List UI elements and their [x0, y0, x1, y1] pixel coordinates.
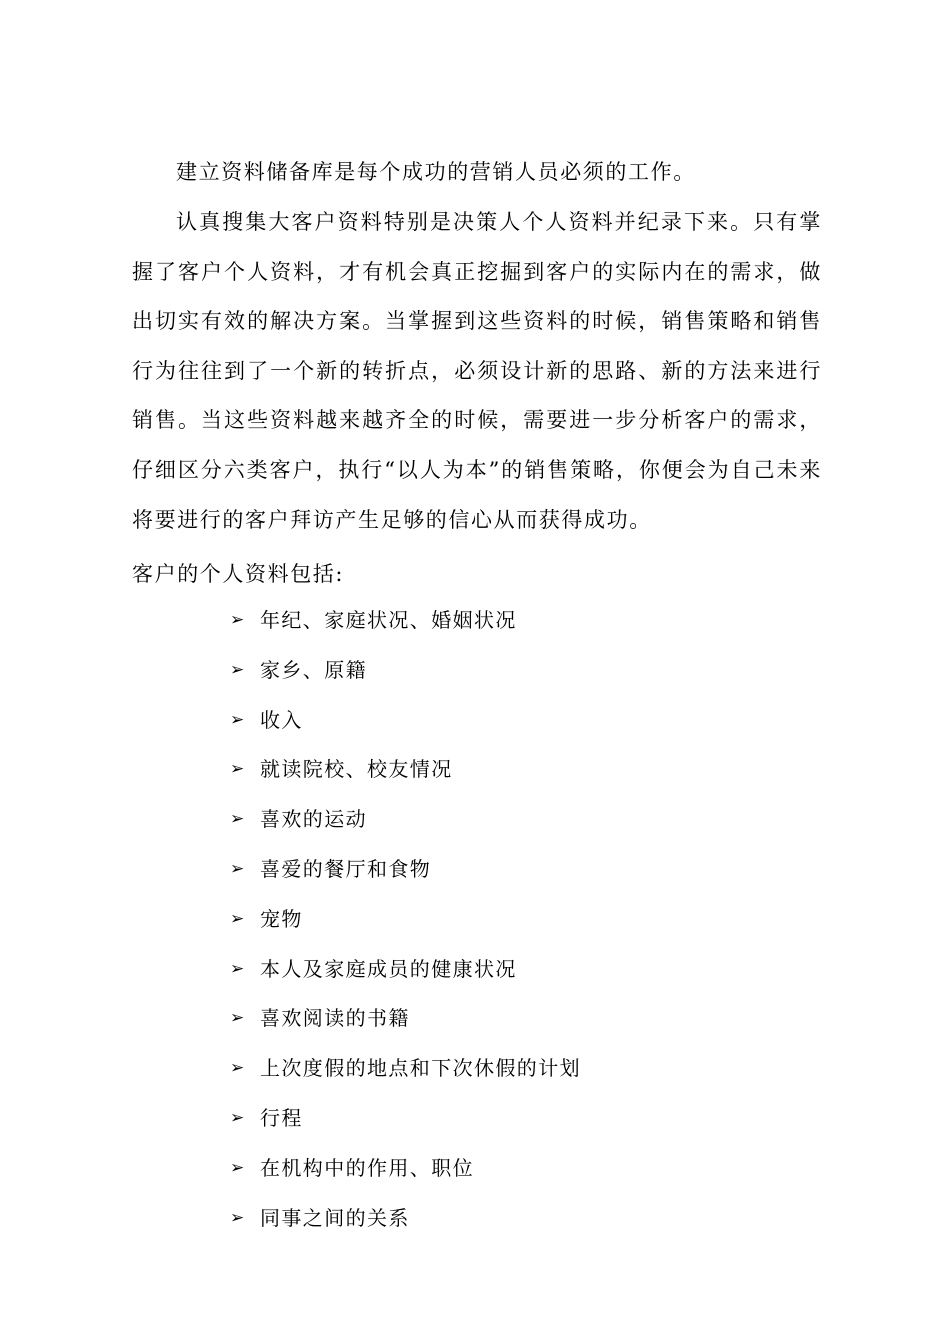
- list-item: [230, 994, 581, 1044]
- list-item: [230, 1144, 581, 1194]
- list-item: [230, 895, 581, 945]
- list-item-text: 喜爱的餐厅和食物: [260, 856, 432, 881]
- arrowhead-bullet-icon: ➢: [230, 908, 245, 929]
- customer-info-list: [230, 596, 581, 1243]
- list-item: [230, 745, 581, 795]
- list-item-text: 本人及家庭成员的健康状况: [260, 956, 517, 981]
- paragraph-body: 认真搜集大客户资料特别是决策人个人资料并纪录下来。只有掌握了客户个人资料，才有机会真正挖掘到客户的实际内在的需求，做出切实有效的解决方案。当掌握到这些资料的时候，销售策略和销售行为往往到了一个新的转折点，必须设计新的思路、新的方法来进行销售。当这些资料越来越齐全的时候，需要进一步分析客户的需求，仔细区分六类客户，执行“以人为本”的销售策略，你便会为自己未来将要进行的客户拜访产生足够的信心从而获得成功。: [132, 210, 822, 532]
- list-item-text: 同事之间的关系: [260, 1205, 410, 1230]
- arrowhead-bullet-icon: ➢: [230, 1107, 245, 1128]
- list-item-text: 年纪、家庭状况、婚姻状况: [260, 608, 517, 632]
- arrowhead-bullet-icon: ➢: [230, 958, 245, 979]
- list-item: [230, 1044, 581, 1094]
- list-item-text: 收入: [260, 707, 303, 732]
- list-item-text: 就读院校、校友情况: [260, 757, 453, 782]
- list-item-text: 在机构中的作用、职位: [260, 1155, 474, 1180]
- list-item-text: 上次度假的地点和下次休假的计划: [260, 1056, 581, 1081]
- list-item: [230, 1194, 581, 1244]
- arrowhead-bullet-icon: ➢: [230, 759, 245, 780]
- arrowhead-bullet-icon: ➢: [230, 610, 245, 630]
- arrowhead-bullet-icon: ➢: [230, 1207, 245, 1228]
- list-item-text: 喜欢阅读的书籍: [260, 1006, 410, 1031]
- list-item-text: 喜欢的运动: [260, 807, 367, 832]
- arrowhead-bullet-icon: ➢: [230, 1008, 245, 1029]
- paragraph-intro: 建立资料储备库是每个成功的营销人员必须的工作。: [176, 160, 696, 184]
- list-item: [230, 696, 581, 746]
- arrowhead-bullet-icon: ➢: [230, 1058, 245, 1079]
- list-item: [230, 596, 581, 646]
- list-item-text: 家乡、原籍: [260, 657, 367, 682]
- list-item: [230, 945, 581, 995]
- arrowhead-bullet-icon: ➢: [230, 709, 245, 730]
- list-item-text: 行程: [260, 1105, 303, 1130]
- arrowhead-bullet-icon: ➢: [230, 659, 245, 680]
- paragraph-list-heading: 客户的个人资料包括:: [132, 562, 345, 586]
- list-item: [230, 1094, 581, 1144]
- list-item: [230, 646, 581, 696]
- list-item: [230, 845, 581, 895]
- arrowhead-bullet-icon: ➢: [230, 1157, 245, 1178]
- list-item-text: 宠物: [260, 906, 303, 931]
- arrowhead-bullet-icon: ➢: [230, 809, 245, 830]
- arrowhead-bullet-icon: ➢: [230, 858, 245, 879]
- list-item: [230, 795, 581, 845]
